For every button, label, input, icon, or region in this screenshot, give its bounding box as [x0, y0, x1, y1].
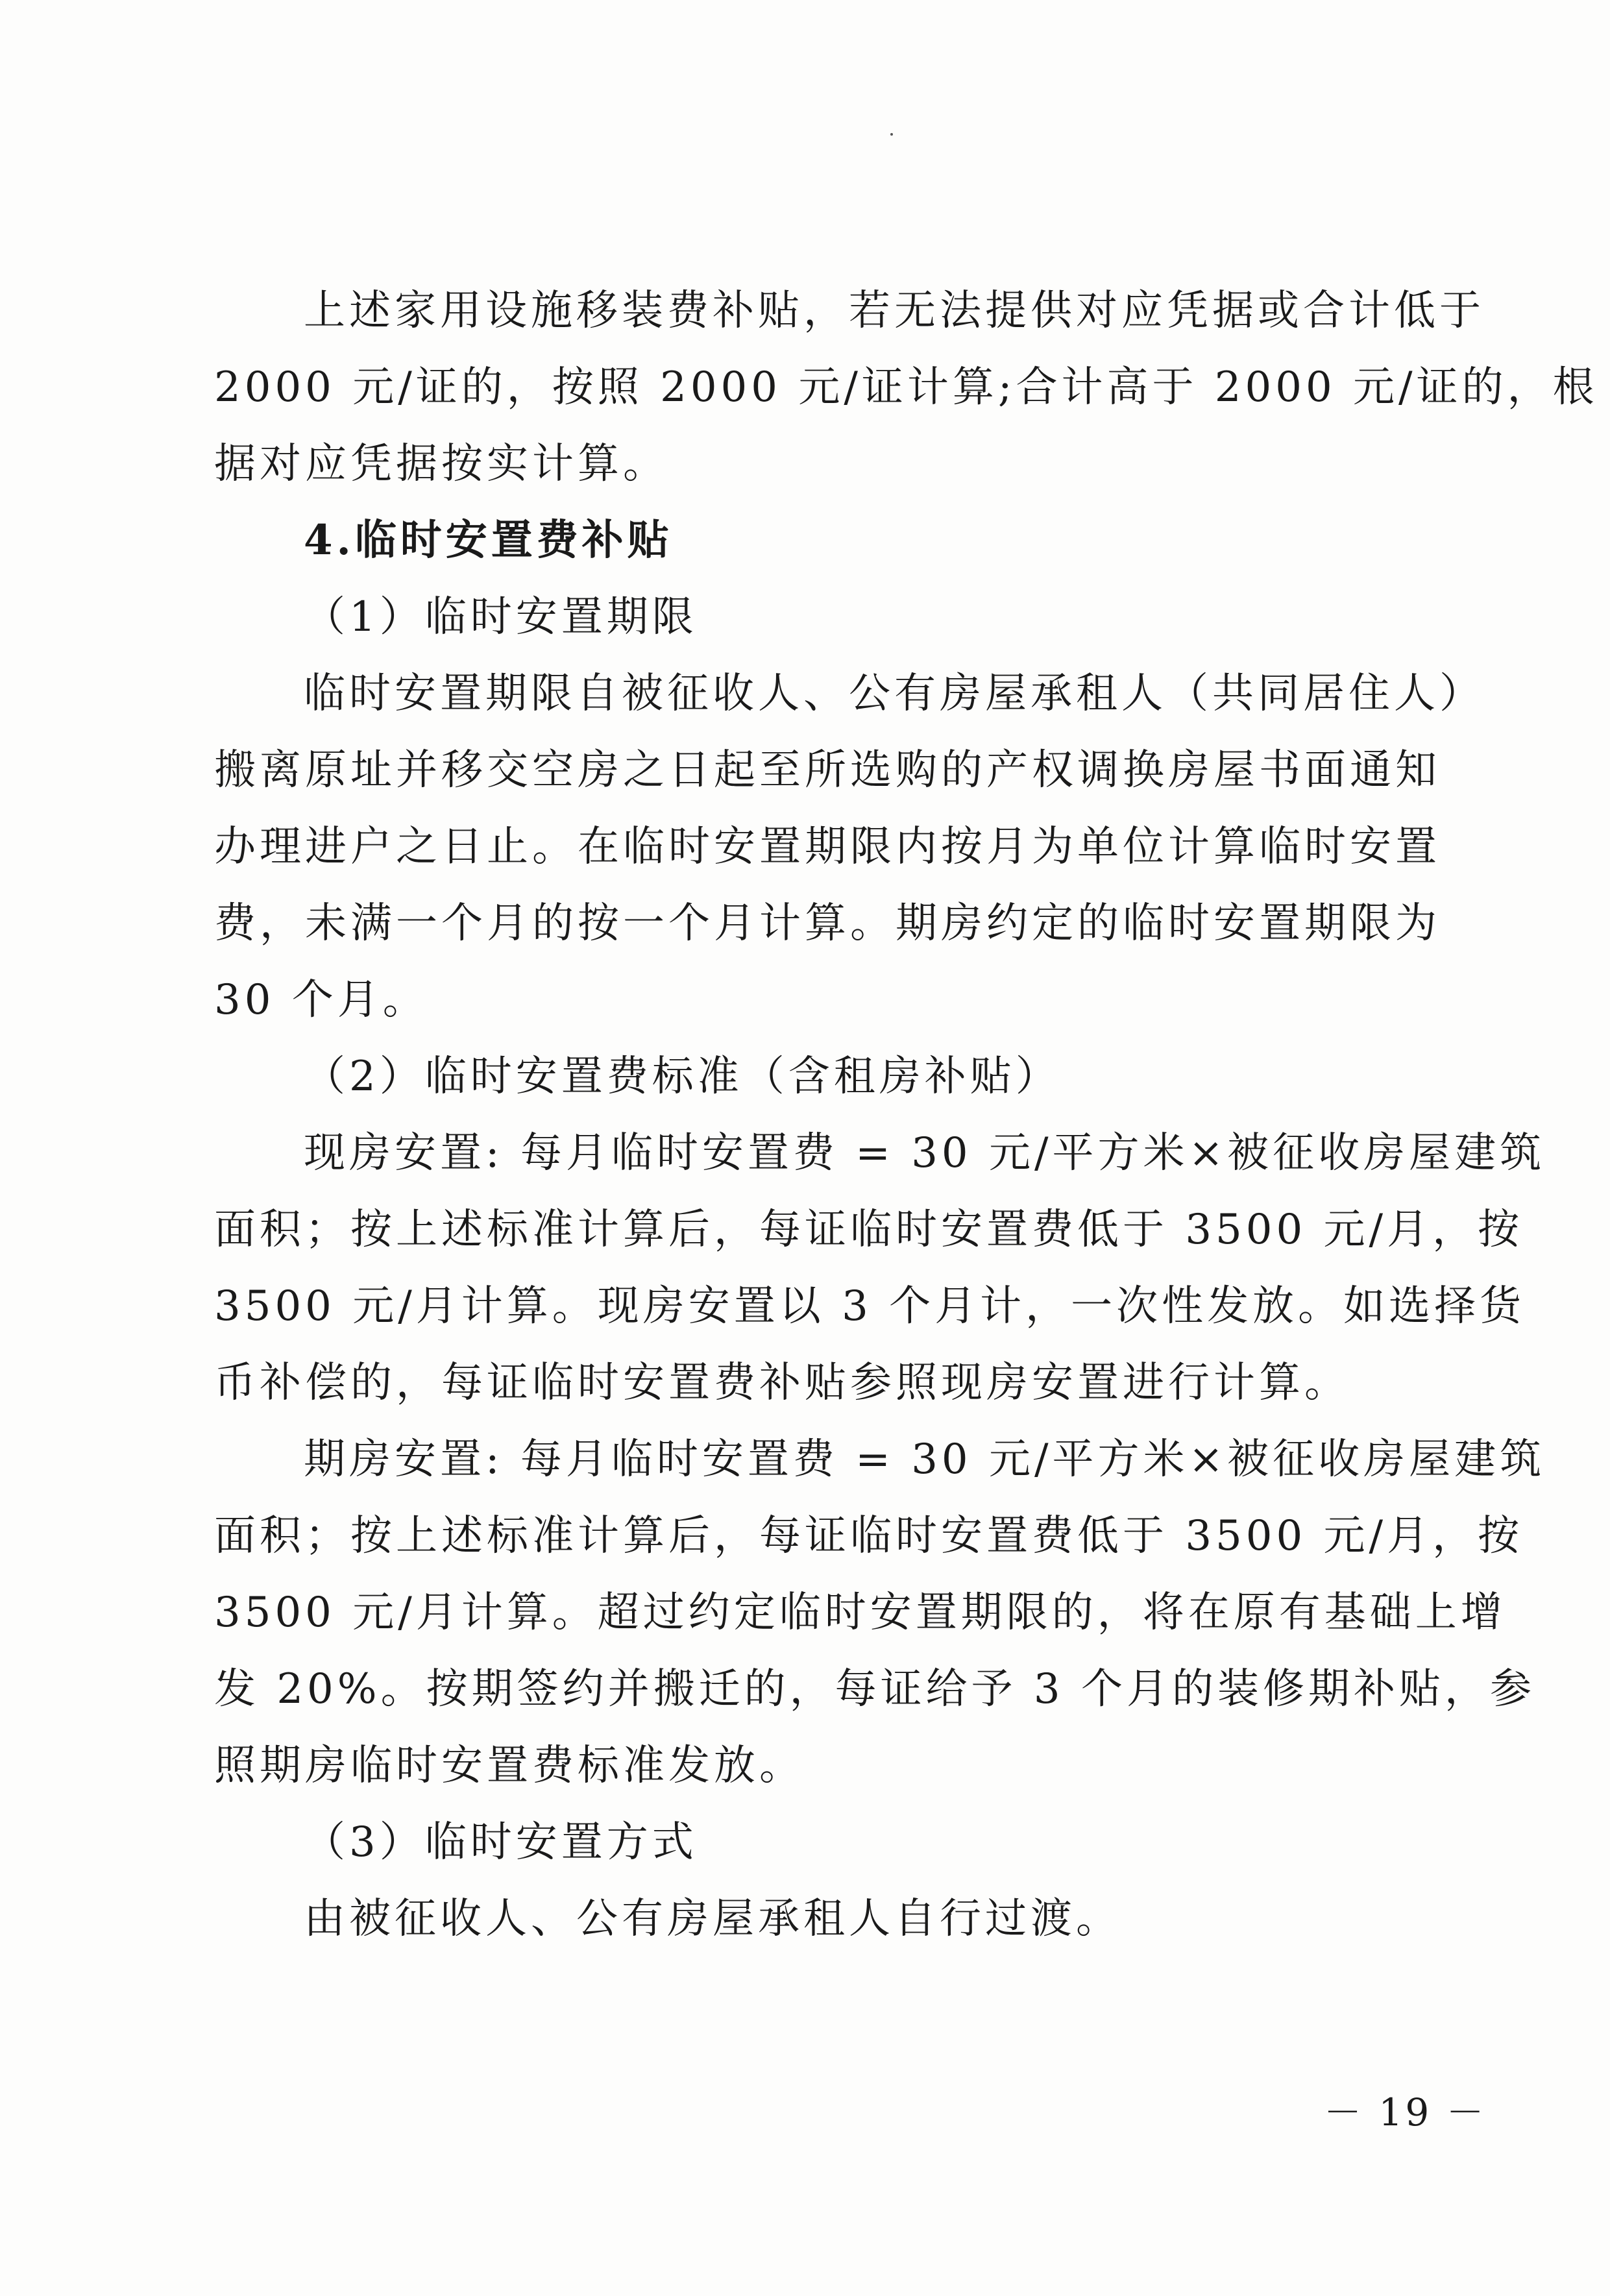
- text-line: 面积；按上述标准计算后，每证临时安置费低于 3500 元/月，按: [214, 1512, 1524, 1560]
- text-line: 发 20%。按期签约并搬迁的，每证给予 3 个月的装修期补贴，参: [214, 1665, 1535, 1713]
- text-line: 2000 元/证的，按照 2000 元/证计算;合计高于 2000 元/证的，根: [214, 363, 1598, 411]
- text-line: 现房安置: 每月临时安置费 = 30 元/平方米×被征收房屋建筑: [304, 1129, 1546, 1177]
- text-line: 币补偿的，每证临时安置费补贴参照现房安置进行计算。: [214, 1359, 1350, 1407]
- page-number: － 19 －: [1324, 2090, 1487, 2134]
- text-line: 费，未满一个月的按一个月计算。期房约定的临时安置期限为: [214, 899, 1441, 947]
- text-line: 期房安置: 每月临时安置费 = 30 元/平方米×被征收房屋建筑: [304, 1435, 1546, 1484]
- document-body: [214, 273, 1598, 1957]
- text-line: 临时安置期限自被征收人、公有房屋承租人（共同居住人）: [304, 670, 1485, 718]
- text-line: 照期房临时安置费标准发放。: [214, 1742, 805, 1790]
- text-line: 3500 元/月计算。超过约定临时安置期限的，将在原有基础上增: [214, 1589, 1506, 1637]
- text-line: （2）临时安置费标准（含租房补贴）: [304, 1053, 1061, 1101]
- text-line: （1）临时安置期限: [304, 593, 698, 641]
- scan-speck: [890, 133, 893, 136]
- text-line: （3）临时安置方式: [304, 1818, 698, 1866]
- text-line: 据对应凭据按实计算。: [214, 440, 668, 488]
- text-line: 面积；按上述标准计算后，每证临时安置费低于 3500 元/月，按: [214, 1206, 1524, 1254]
- text-line: 办理进户之日止。在临时安置期限内按月为单位计算临时安置: [214, 823, 1441, 871]
- text-line: 搬离原址并移交空房之日起至所选购的产权调换房屋书面通知: [214, 746, 1441, 794]
- text-line: 由被征收人、公有房屋承租人自行过渡。: [304, 1895, 1121, 1943]
- section-heading: 4.临时安置费补贴: [304, 516, 673, 565]
- text-line: 30 个月。: [214, 976, 428, 1024]
- text-line: 上述家用设施移装费补贴，若无法提供对应凭据或合计低于: [304, 287, 1485, 335]
- text-line: 3500 元/月计算。现房安置以 3 个月计，一次性发放。如选择货: [214, 1282, 1526, 1330]
